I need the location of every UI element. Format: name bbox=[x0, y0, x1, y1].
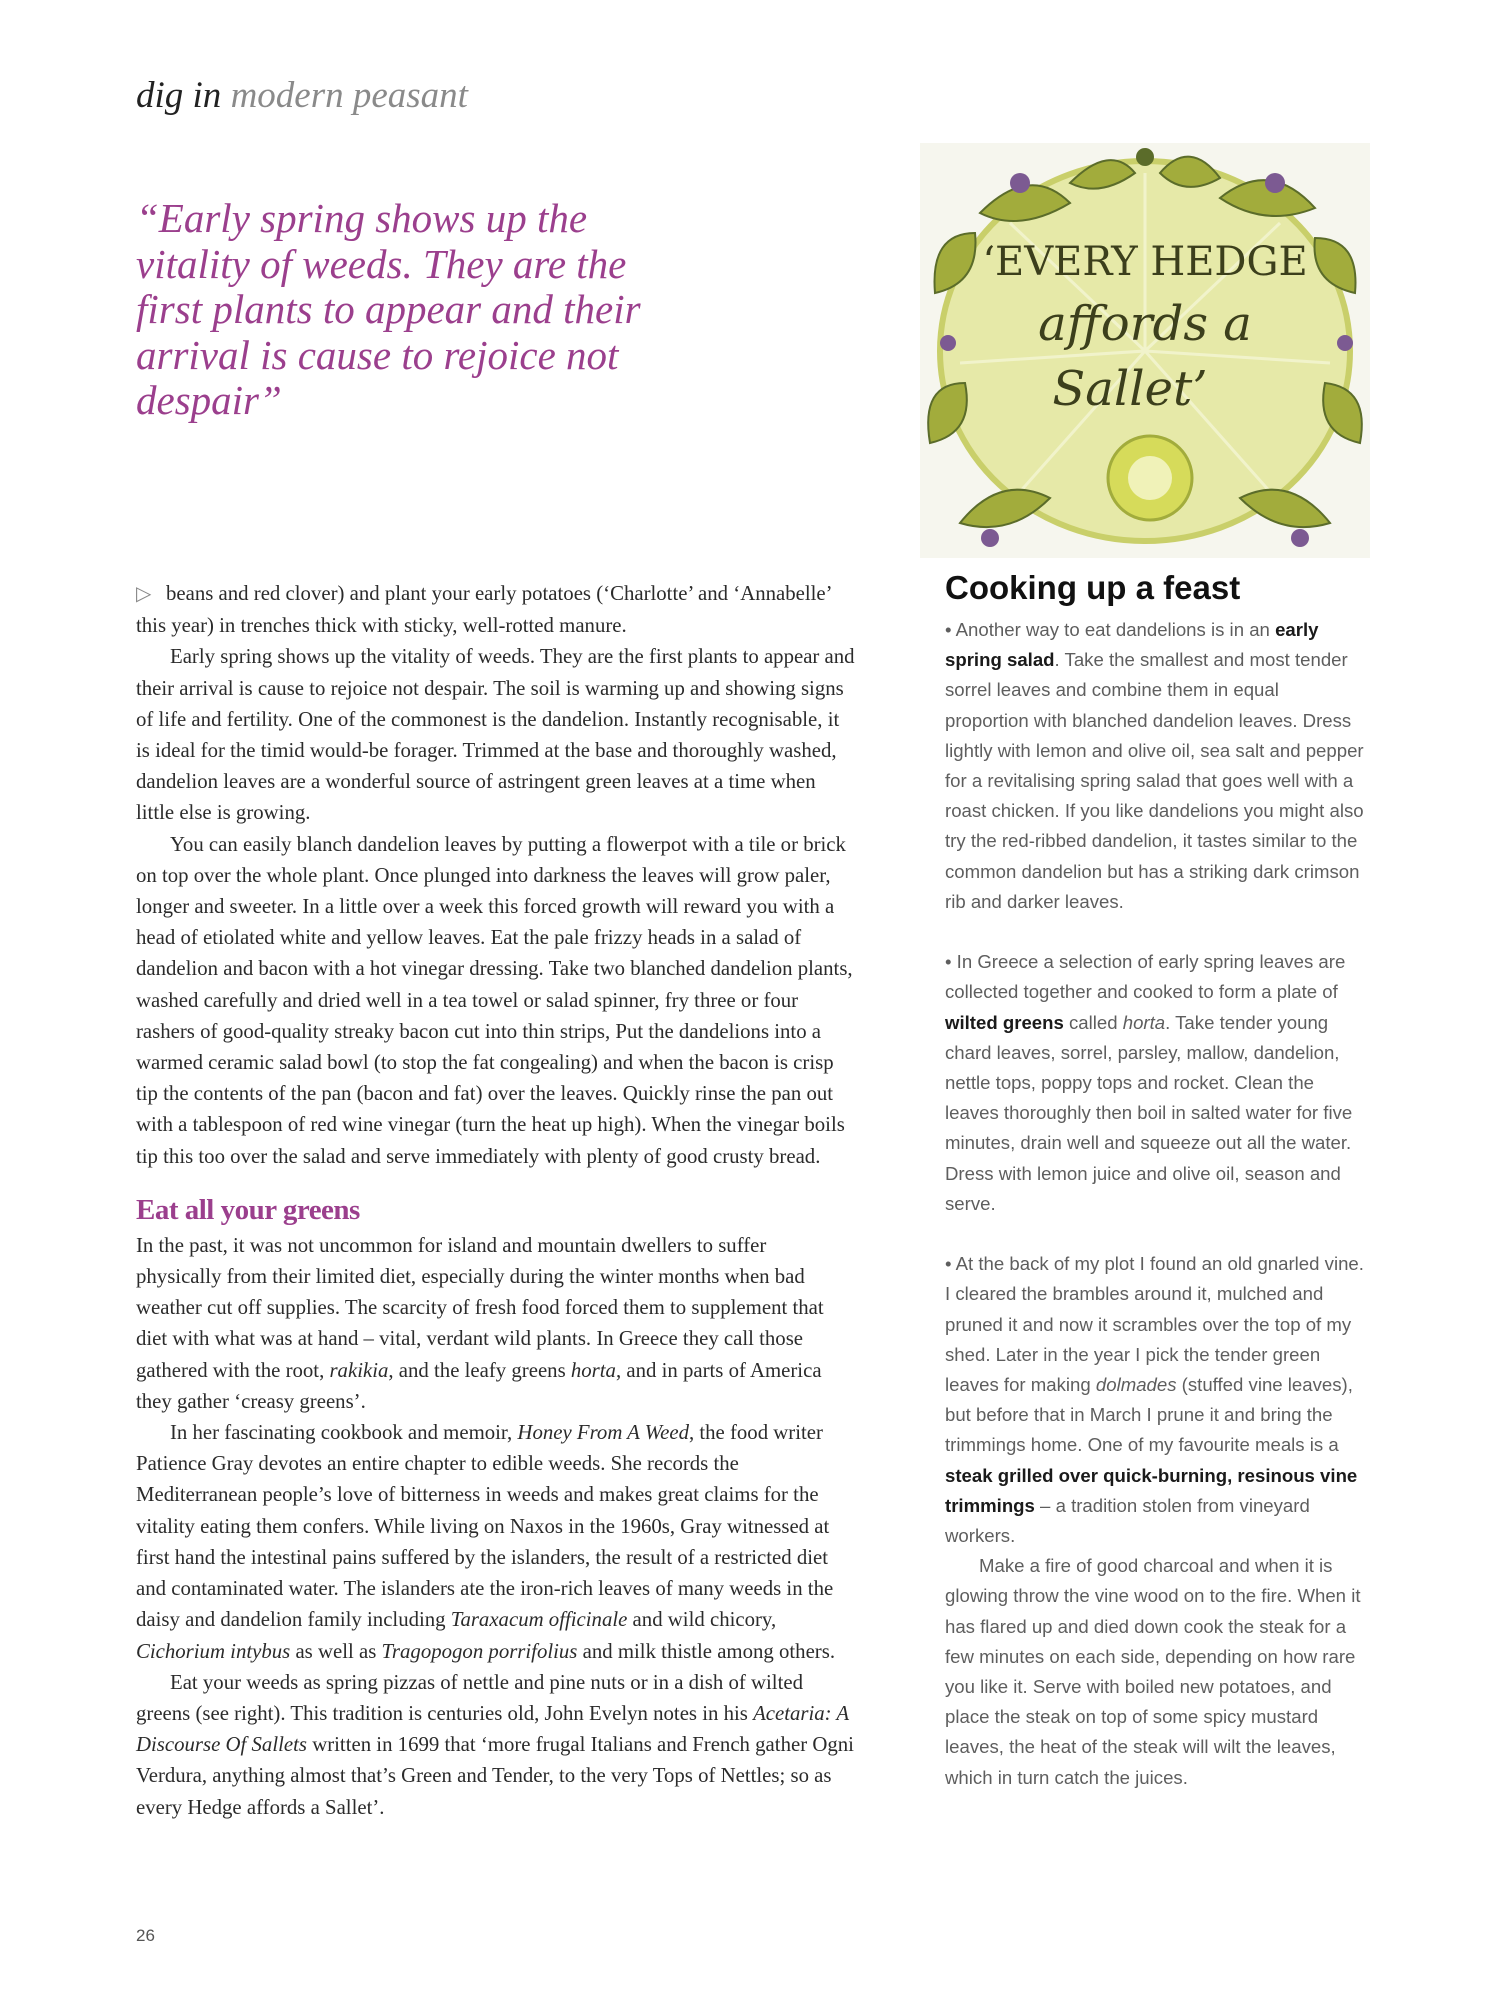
main-body-part-1 bbox=[136, 578, 856, 1172]
illustration-lettering-line-1: ‘EVERY HEDGE bbox=[982, 239, 1308, 285]
text-run: Cichorium intybus bbox=[136, 1639, 291, 1663]
text-run: Taraxacum officinale bbox=[450, 1608, 628, 1632]
main-body-part-2 bbox=[136, 1230, 856, 1823]
text-run: and milk thistle among others. bbox=[577, 1639, 836, 1663]
running-head bbox=[136, 74, 468, 117]
sidebar-heading: Cooking up a feast bbox=[945, 569, 1241, 606]
running-head-section: dig in bbox=[136, 75, 222, 116]
main-paragraph bbox=[136, 641, 856, 828]
text-run: Early spring shows up the vitality of weeds. They are the first plants to appear and their arrival is cause to rejoice not despair. The soil is warming up and showing signs of life and fertility. One of the commonest is the dandelion. Instantly recognisable, it is ideal for the timid would-be forager. Trimmed at the base and thoroughly washed, dandelion leaves are a wonderful source of astringent green leaves at a time when little else is growing. bbox=[136, 645, 855, 825]
text-run: • In Greece a selection of early spring leaves are collected together and cooked to form a plate of bbox=[945, 951, 1346, 1003]
text-run: • Another way to eat dandelions is in an bbox=[945, 619, 1276, 640]
sidebar-paragraph bbox=[945, 615, 1365, 917]
text-run: – a tradition stolen from vineyard workers. bbox=[945, 1494, 1310, 1547]
text-run: steak grilled over quick-burning, resinous vine trimmings bbox=[945, 1464, 1358, 1516]
main-paragraph bbox=[136, 1667, 856, 1823]
text-run: . Take tender young chard leaves, sorrel, parsley, mallow, dandelion, nettle tops, poppy tops and rocket. Clean the leaves thoroughly then boil in salted water for five minutes, drain well and squeeze out all the water. Dress with lemon juice and olive oil, season and serve. bbox=[945, 1011, 1353, 1214]
main-paragraph bbox=[136, 829, 856, 1172]
text-run: , and the leafy greens bbox=[388, 1358, 571, 1382]
text-run: called bbox=[1063, 1011, 1123, 1033]
pull-quote: “Early spring shows up the vitality of weeds. They are the first plants to appear and their arrival is cause to rejoice not despair” bbox=[136, 195, 641, 423]
text-run: In her fascinating cookbook and memoir, bbox=[170, 1421, 518, 1445]
text-run: Honey From A Weed bbox=[517, 1421, 689, 1445]
illustration-sun-flower bbox=[1108, 436, 1192, 520]
text-run: written in 1699 that ‘more frugal Italians and French gather Ogni Verdura, anything almost that’s Green and Tender, to the very Tops of Nettles; so as every Hedge affords a Sallet’. bbox=[136, 1733, 854, 1819]
text-run: You can easily blanch dandelion leaves by putting a flowerpot with a tile or brick on top over the whole plant. Once plunged into darkness the leaves will grow paler, longer and sweeter. In a little over a week this forced growth will reward you with a head of etiolated white and yellow leaves. Eat the pale frizzy heads in a salad of dandelion and bacon with a hot vinegar dressing. Take two blanched dandelion plants, washed carefully and dried well in a tea towel or salad spinner, fry three or four rashers of good-quality streaky bacon cut into thin strips, Put the dandelions into a warmed ceramic salad bowl (to stop the fat congealing) and when the bacon is crisp tip the contents of the pan (bacon and fat) over the leaves. Quickly rinse the pan out with a tablespoon of red wine vinegar (turn the heat up high). When the vinegar boils tip this too over the salad and serve immediately with plenty of good crusty bread. bbox=[136, 832, 853, 1168]
main-column bbox=[136, 578, 856, 1823]
text-run: horta bbox=[570, 1358, 616, 1382]
sidebar-paragraph bbox=[945, 947, 1365, 1219]
sidebar-body bbox=[945, 615, 1365, 1793]
text-run: rakikia bbox=[329, 1358, 389, 1382]
text-run: Acetaria: A Discourse Of Sallets bbox=[136, 1701, 849, 1757]
section-heading-eat-all-your-greens: Eat all your greens bbox=[136, 1193, 360, 1226]
main-paragraph bbox=[136, 1230, 856, 1417]
text-run: horta bbox=[1122, 1011, 1166, 1033]
text-run: , and in parts of America they gather ‘creasy greens’. bbox=[136, 1358, 822, 1413]
text-run: beans and red clover) and plant your early potatoes (‘Charlotte’ and ‘Annabelle’ this year) in trenches thick with sticky, well-rotted manure. bbox=[136, 582, 832, 638]
sidebar-paragraph bbox=[945, 1249, 1365, 1551]
page-number: 26 bbox=[136, 1926, 155, 1945]
illustration-lettering-line-2: affords a bbox=[1038, 296, 1252, 352]
text-run: • At the back of my plot I found an old gnarled vine. I cleared the brambles around it, mulched and pruned it and now it scrambles over the top of my shed. Later in the year I pick the tender green leaves for making bbox=[945, 1253, 1364, 1396]
text-run: Eat your weeds as spring pizzas of nettle and pine nuts or in a dish of wilted greens (see right). This tradition is centuries old, John Evelyn notes in his bbox=[136, 1670, 803, 1725]
text-run: as well as bbox=[290, 1639, 382, 1663]
every-hedge-illustration bbox=[920, 143, 1370, 558]
text-run: Tragopogon porrifolius bbox=[381, 1639, 578, 1663]
illustration-lettering-line-3: Sallet’ bbox=[1052, 361, 1208, 417]
text-run: . Take the smallest and most tender sorrel leaves and combine them in equal proportion with blanched dandelion leaves. Dress lightly with lemon and olive oil, sea salt and pepper for a revitalising spring salad that goes well with a roast chicken. If you like dandelions you might also try the red-ribbed dandelion, it tastes similar to the common dandelion but has a striking dark crimson rib and darker leaves. bbox=[945, 649, 1364, 912]
text-run: dolmades bbox=[1095, 1374, 1177, 1396]
text-run: early spring salad bbox=[945, 619, 1319, 671]
main-paragraph bbox=[136, 1417, 856, 1667]
running-head-subtitle: modern peasant bbox=[230, 75, 468, 116]
text-run: Make a fire of good charcoal and when it is glowing throw the vine wood on to the fire. When it has flared up and died down cook the steak for a few minutes on each side, depending on how rare you like it. Serve with boiled new potatoes, and place the steak on top of some spicy mustard leaves, the heat of the steak will wilt the leaves, which in turn catch the juices. bbox=[945, 1555, 1361, 1788]
text-run: wilted greens bbox=[945, 1011, 1064, 1033]
sidebar-paragraph bbox=[945, 1551, 1365, 1793]
main-paragraph bbox=[136, 578, 856, 641]
text-run: and wild chicory, bbox=[627, 1608, 777, 1632]
text-run: , the food writer Patience Gray devotes an entire chapter to edible weeds. She records the Mediterranean people’s love of bitterness in weeds and makes great claims for the vitality eating them confers. While living on Naxos in the 1960s, Gray witnessed at first hand the intestinal pains suffered by the islanders, the result of a restricted diet and contaminated water. The islanders ate the iron-rich leaves of many weeds in the daisy and dandelion family including bbox=[136, 1421, 834, 1632]
continued-arrow-icon: ▷ bbox=[136, 583, 152, 605]
sidebar-column bbox=[945, 567, 1365, 1793]
text-run: In the past, it was not uncommon for island and mountain dwellers to suffer physically from their limited diet, especially during the winter months when bad weather cut off supplies. The scarcity of fresh food forced them to supplement that diet with what was at hand – vital, verdant wild plants. In Greece they call those gathered with the root, bbox=[136, 1233, 824, 1382]
text-run: (stuffed vine leaves), but before that in March I prune it and bring the trimmings home. One of my favourite meals is a bbox=[945, 1374, 1353, 1456]
